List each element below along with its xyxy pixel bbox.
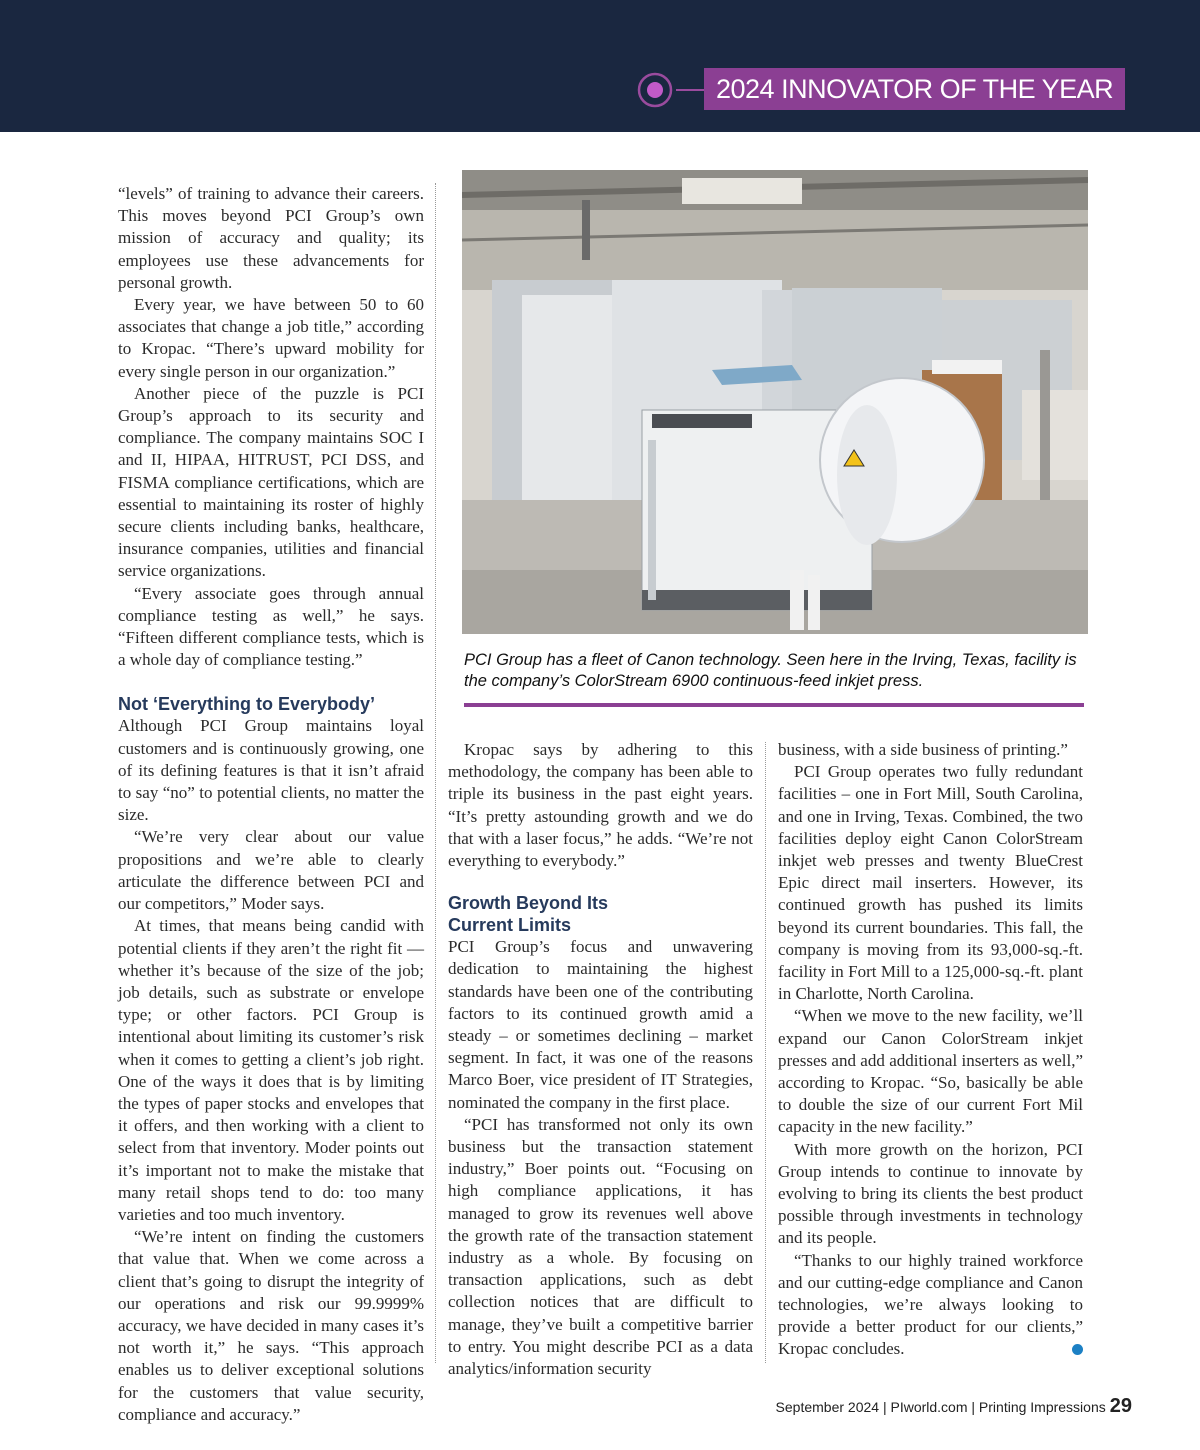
- paragraph: Although PCI Group maintains loyal customers and is continuously growing, one of its defining features is that it isn’t afraid to say “no” to potential clients, no matter the size.: [118, 716, 424, 825]
- article-column-3: [778, 739, 1083, 1361]
- section-badge-label: 2024 INNOVATOR OF THE YEAR: [704, 68, 1125, 110]
- paragraph: Another piece of the puzzle is PCI Group’s approach to its security and compliance. The company maintains SOC I and II, HIPAA, HITRUST, PCI DSS, and FISMA compliance certifications, which are essential to maintaining its roster of highly secure clients including banks, healthcare, insurance companies, utilities and financial service organizations.: [118, 383, 424, 581]
- header-band: [0, 0, 1200, 132]
- section-heading: [448, 892, 753, 936]
- section-heading-line: Growth Beyond Its: [448, 893, 609, 914]
- page-footer: [776, 1395, 1132, 1418]
- paragraph-text: “Thanks to our highly trained workforce and our cutting-edge compliance and Canon technologies, we’re always looking to provide a better product for our clients,” Kropac concludes.: [778, 1250, 1083, 1359]
- paragraph: “We’re intent on finding the customers that value that. When we come across a client that’s going to disrupt the integrity of our operations and risk our 99.9999% accuracy, we have decided in many cases it’s not worth it,” he says. “This approach enables us to deliver exceptional solutions for the customers that value security, compliance and accuracy.”: [118, 1227, 424, 1424]
- paragraph: Kropac says by adhering to this methodology, the company has been able to triple its business in the past eight years. “It’s pretty astounding growth and we do that with a laser focus,” he adds. “We’re not everything to everybody.”: [448, 740, 753, 871]
- photo-caption: PCI Group has a fleet of Canon technology. Seen here in the Irving, Texas, facility is the company’s ColorStream 6900 continuous-feed inkjet press.: [464, 651, 1077, 690]
- page-number: 29: [1109, 1395, 1132, 1417]
- section-heading: Not ‘Everything to Everybody’: [118, 694, 376, 715]
- paragraph: PCI Group’s focus and unwavering dedication to maintaining the highest standards have been one of the contributing factors to its continued growth amid a steady – or sometimes declining – market segment. In fact, it was one of the reasons Marco Boer, vice president of IT Strategies, nominated the company in the first place.: [448, 937, 753, 1112]
- paragraph: “Every associate goes through annual compliance testing as well,” he says. “Fifteen different compliance tests, which is a whole day of compliance testing.”: [118, 583, 424, 670]
- paragraph: With more growth on the horizon, PCI Group intends to continue to innovate by evolving to bring its clients the best product possible through investments in technology and its people.: [778, 1139, 1083, 1248]
- paragraph: “PCI has transformed not only its own business but the transaction statement industry,” Boer points out. “Focusing on high compliance applications, it has managed to grow its revenues well above the growth rate of the transaction statement industry as a whole. By focusing on transaction applications, such as debt collection notices that are difficult to manage, they’ve built a competitive barrier to entry. You might describe PCI as a data analytics/information security: [448, 1114, 753, 1379]
- printing-press-image: [462, 170, 1088, 634]
- article-column-2: [448, 739, 753, 1380]
- press-photo: [462, 170, 1088, 634]
- paragraph: business, with a side business of printing.”: [778, 740, 1068, 759]
- caption-rule: [464, 703, 1084, 707]
- footer-text: September 2024 | PIworld.com | Printing Impressions: [775, 1399, 1106, 1415]
- paragraph: “levels” of training to advance their careers. This moves beyond PCI Group’s own mission of accuracy and quality; its employees use these advancements for personal growth.: [118, 184, 424, 292]
- column-divider: [765, 742, 766, 1363]
- section-heading-line: Current Limits: [448, 915, 572, 936]
- target-circle-icon: [636, 71, 674, 109]
- column-divider: [435, 183, 436, 1363]
- end-mark-icon: [1072, 1344, 1083, 1355]
- paragraph: At times, that means being candid with potential clients if they aren’t the right fit — whether it’s because of the size of the job; job details, such as substrate or envelope type; or other factors. PCI Group is intentional about limiting its customer’s risk when it comes to getting a client’s job right. One of the ways it does that is by limiting the types of paper stocks and envelopes that it offers, and then working with a client to select from that inventory. Moder points out it’s important not to make the mistake that many retail shops tend to do: too many varieties and too much inventory.: [118, 916, 424, 1224]
- article-column-1: [118, 183, 424, 1426]
- paragraph: Every year, we have between 50 to 60 associates that change a job title,” according to Kropac. “There’s upward mobility for every single person in our organization.”: [118, 295, 424, 381]
- paragraph: [778, 1250, 1083, 1361]
- paragraph: “When we move to the new facility, we’ll expand our Canon ColorStream inkjet presses and add additional inserters as well,” according to Kropac. “So, basically be able to double the size of our current Fort Mil capacity in the new facility.”: [778, 1006, 1083, 1137]
- paragraph: “We’re very clear about our value propositions and we’re able to clearly articulate the difference between PCI and our competitors,” Moder says.: [118, 827, 424, 914]
- paragraph: PCI Group operates two fully redundant facilities – one in Fort Mill, South Carolina, and one in Irving, Texas. Combined, the two facilities deploy eight Canon ColorStream inkjet web presses and twenty BlueCrest Epic direct mail inserters. However, its continued growth has pushed its limits beyond its current boundaries. This fall, the company is moving from its 93,000-sq.-ft. facility in Fort Mill to a 125,000-sq.-ft. plant in Charlotte, North Carolina.: [778, 762, 1083, 1004]
